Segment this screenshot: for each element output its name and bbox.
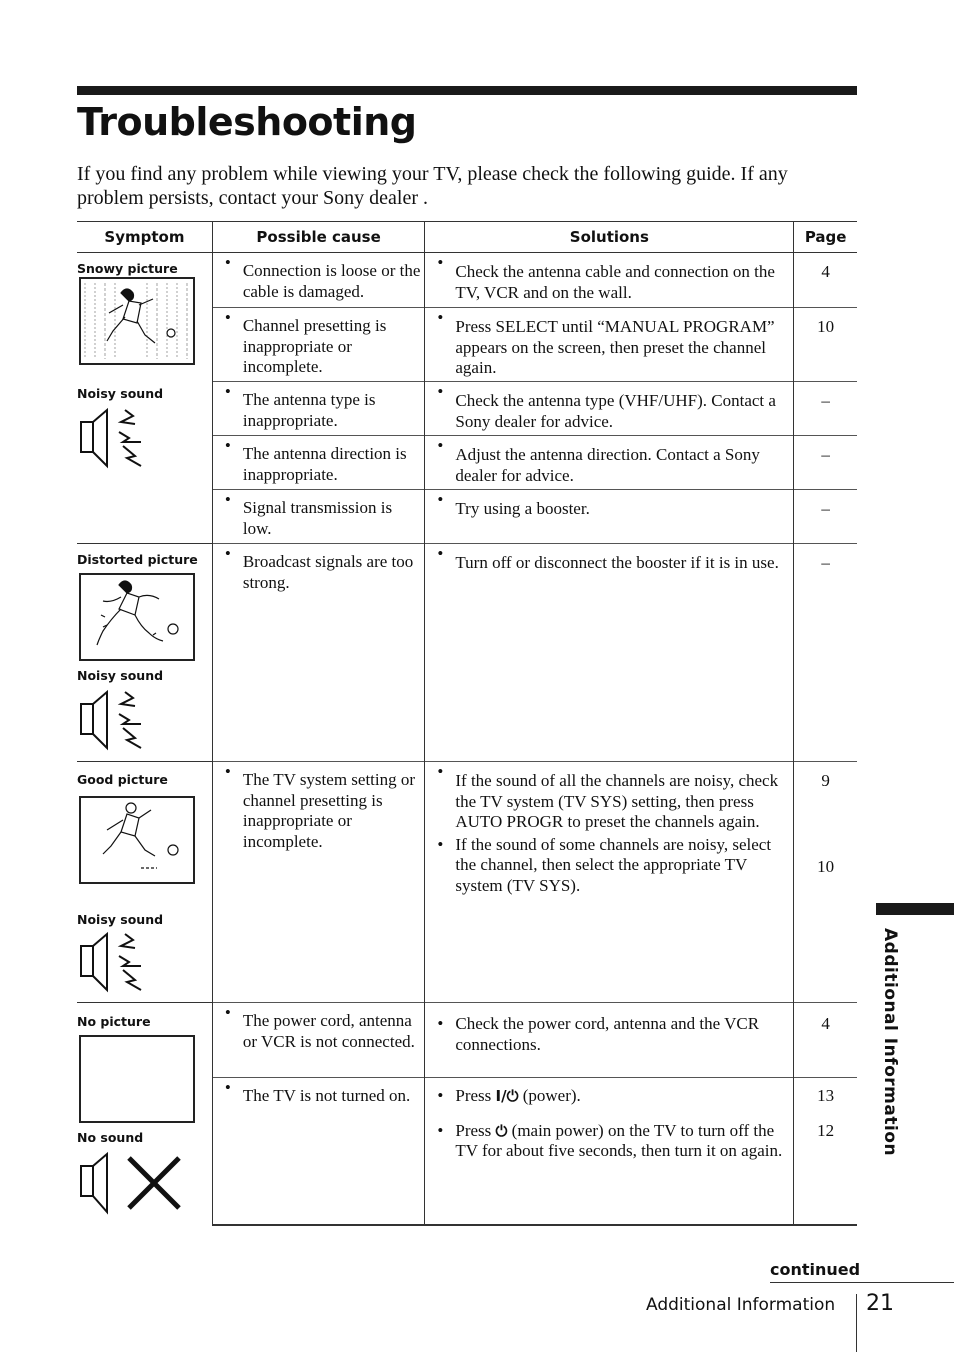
header-symptom: Symptom [77,222,212,253]
snowy-picture-icon [79,277,195,365]
symptom-sound-label: Noisy sound [77,668,164,683]
continued-label: continued [770,1260,861,1279]
distorted-picture-icon [79,573,195,661]
solution-text: (power). [518,1086,581,1105]
page-ref-cell [794,1078,857,1225]
footer-section: Additional Information [646,1295,836,1315]
symptom-picture-label: Snowy picture [77,261,178,276]
page-ref: – [794,436,857,490]
page-ref: 12 [817,1120,835,1140]
solution-text: Try using a booster. [455,499,590,518]
symptom-picture-label: Good picture [77,772,168,787]
symptom-picture-label: Distorted picture [77,552,198,567]
solution-text: (main power) on the TV to turn off the TV for about five seconds, then turn it on again. [455,1120,783,1160]
continued-rule [770,1282,954,1283]
top-rule [77,86,857,95]
page-ref: – [794,382,857,436]
cause-text: Channel presetting is inappropriate or incomplete. [242,316,387,376]
solution-text: Press [455,1120,496,1140]
main-power-icon: ⏻ [495,1121,508,1140]
solution-text: Press [455,1086,496,1105]
cause-cell: • The TV system setting or channel presetting is inappropriate or incomplete. [212,762,425,1003]
solution-cell: • Check the power cord, antenna and the VCR connections. [425,1003,794,1078]
cause-text: Signal transmission is low. [242,498,393,538]
noisy-sound-icon [79,406,159,470]
page-ref: – [794,544,857,762]
cause-cell: • The antenna direction is inappropriate. [212,436,425,490]
footer-divider [856,1294,857,1352]
solution-text: Check the power cord, antenna and the VCR connections. [455,1014,760,1054]
page-ref: 4 [794,1003,857,1078]
side-tab-label: Additional Information [880,928,900,1157]
cause-cell: • Channel presetting is inappropriate or incomplete. [212,308,425,382]
header-cause: Possible cause [212,222,425,253]
symptom-sound-label: Noisy sound [77,386,164,401]
cause-text: Connection is loose or the cable is damaged. [242,261,421,301]
solution-text: If the sound of some channels are noisy, select the channel, then select the appropriate TV system (TV SYS). [455,834,772,895]
solution-text: Check the antenna type (VHF/UHF). Contact a Sony dealer for advice. [455,391,776,431]
symptom-cell-distorted [77,544,212,762]
table-row [77,253,857,308]
cause-cell: • Broadcast signals are too strong. [212,544,425,762]
table-row [77,544,857,762]
solution-text: Adjust the antenna direction. Contact a Sony dealer for advice. [455,445,760,485]
noisy-sound-icon [79,930,159,994]
cause-text: The TV is not turned on. [242,1086,411,1105]
solution-cell: • Adjust the antenna direction. Contact a Sony dealer for advice. [425,436,794,490]
intro-text: If you find any problem while viewing your TV, please check the following guide. If any problem persists, contact your Sony dealer . [77,163,788,209]
page-ref: 10 [794,308,857,382]
solution-text: Turn off or disconnect the booster if it is in use. [455,553,779,572]
symptom-cell-good [77,762,212,1003]
solution-cell: • Press I/⏻ (power). • Press ⏻ (main power) on the TV to turn off the TV for about five seconds, then turn it on again. [425,1078,794,1225]
side-tab-bar [876,903,954,915]
page-ref: 4 [794,253,857,308]
symptom-cell-none [77,1003,212,1225]
solution-cell: • Press SELECT until “MANUAL PROGRAM” appears on the screen, then preset the channel again. [425,308,794,382]
page-number: 21 [866,1291,894,1316]
cause-text: The TV system setting or channel presetting is inappropriate or incomplete. [242,770,416,851]
cause-text: The power cord, antenna or VCR is not connected. [242,1011,415,1051]
solution-cell: • Turn off or disconnect the booster if it is in use. [425,544,794,762]
troubleshooting-table [77,221,857,1226]
solution-text: Check the antenna cable and connection on the TV, VCR and on the wall. [455,262,775,302]
cause-text: The antenna direction is inappropriate. [242,444,407,484]
cause-cell: • Signal transmission is low. [212,490,425,544]
symptom-sound-label: No sound [77,1130,144,1145]
page-ref: 10 [817,856,835,876]
noisy-sound-icon [79,688,159,752]
solution-cell: • Check the antenna cable and connection on the TV, VCR and on the wall. [425,253,794,308]
solution-text: If the sound of all the channels are noisy, check the TV system (TV SYS) setting, then press AUTO PROGR to preset the channels again. [455,771,779,831]
solution-text: Press SELECT until “MANUAL PROGRAM” appears on the screen, then preset the channel again. [455,317,775,377]
symptom-cell-snowy [77,253,212,544]
cause-cell: • The TV is not turned on. [212,1078,425,1225]
cause-cell: • The antenna type is inappropriate. [212,382,425,436]
page-ref: 9 [821,771,830,790]
solution-cell: • Try using a booster. [425,490,794,544]
cause-text: The antenna type is inappropriate. [242,390,376,430]
page-ref: – [794,490,857,544]
symptom-picture-label: No picture [77,1014,151,1029]
power-button-icon: I/⏻ [495,1087,519,1105]
muted-speaker-icon [79,1150,189,1216]
cause-cell: • Connection is loose or the cable is damaged. [212,253,425,308]
table-header-row [77,222,857,253]
blank-picture-icon [79,1035,195,1123]
cause-cell: • The power cord, antenna or VCR is not connected. [212,1003,425,1078]
symptom-sound-label: Noisy sound [77,912,164,927]
good-picture-icon [79,796,195,884]
page-ref: 13 [817,1086,835,1105]
table-row [77,762,857,1003]
solution-cell: • Check the antenna type (VHF/UHF). Contact a Sony dealer for advice. [425,382,794,436]
cause-text: Broadcast signals are too strong. [242,552,414,592]
solution-cell: • If the sound of all the channels are noisy, check the TV system (TV SYS) setting, then press AUTO PROGR to preset the channels again. • If the sound of some channels are noisy, select the channel, then select the appropriate TV system (TV SYS). [425,762,794,1003]
header-solutions: Solutions [425,222,794,253]
page-ref-cell [794,762,857,1003]
header-page: Page [794,222,857,253]
table-row [77,1003,857,1078]
page-title: Troubleshooting [77,100,417,144]
